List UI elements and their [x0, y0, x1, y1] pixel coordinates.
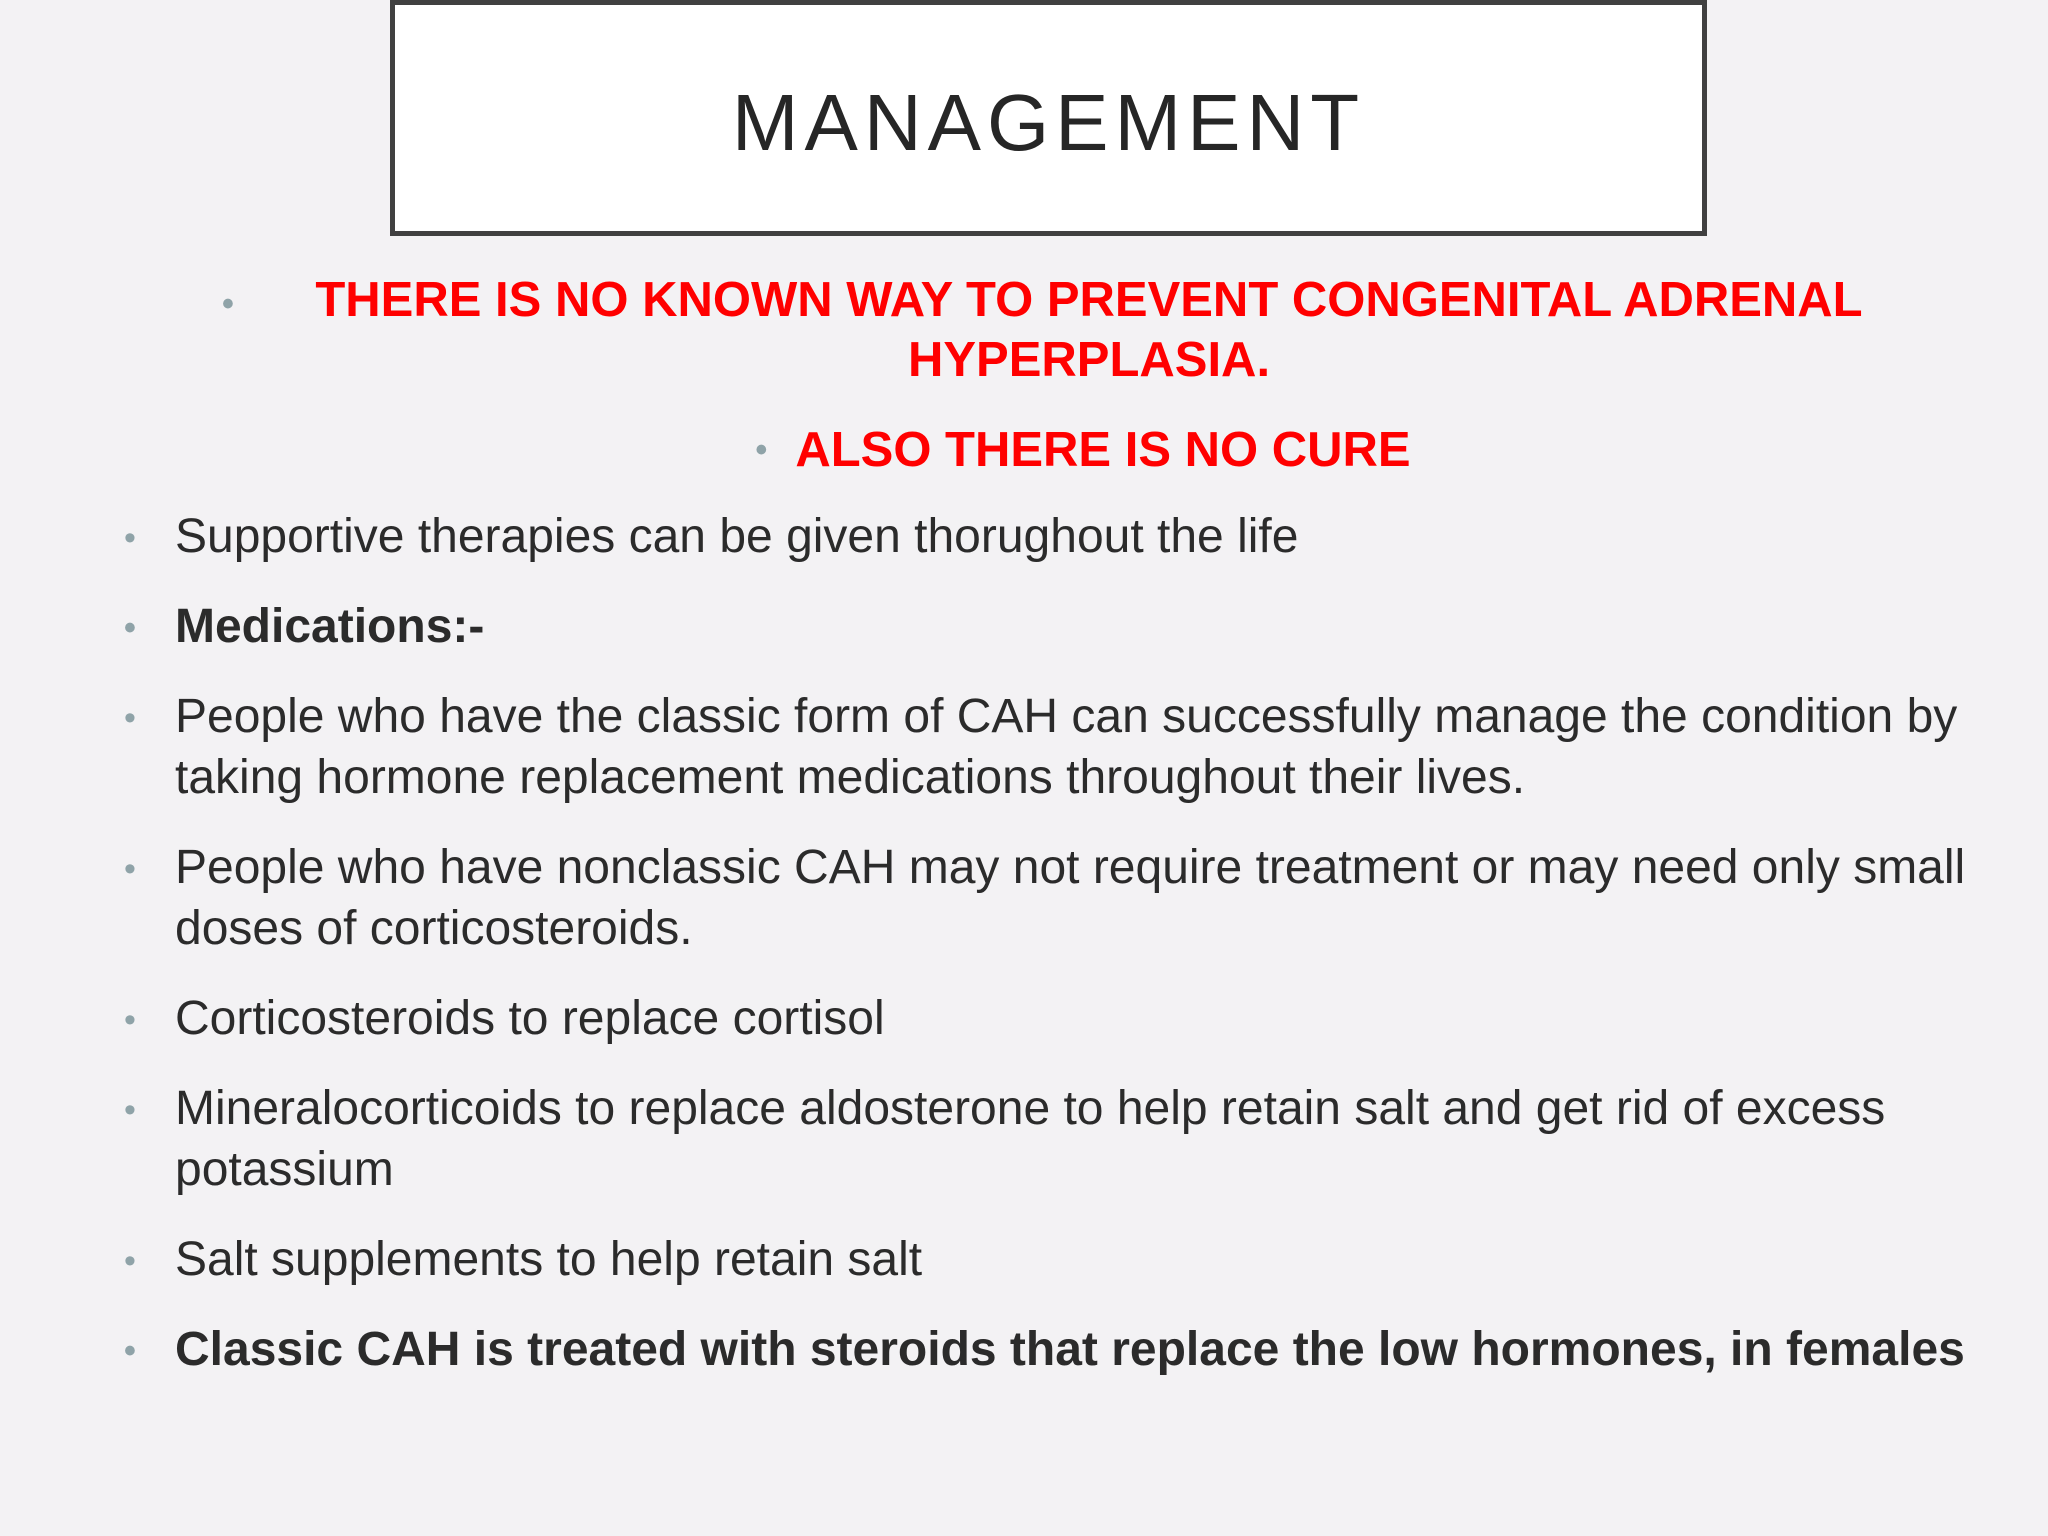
list-item: [120, 1319, 1980, 1380]
highlight-bullet-no-cure: [0, 420, 2048, 480]
list-item-text: People who have the classic form of CAH can successfully manage the condition by taking hormone replacement medications throughout their lives.: [175, 690, 1958, 804]
slide-title: MANAGEMENT: [731, 78, 1366, 167]
bullet-list: [120, 506, 1980, 1409]
bullet-dot-icon: •: [755, 431, 768, 469]
bullet-dot-icon: •: [124, 699, 136, 737]
list-item: [120, 837, 1980, 959]
bullet-dot-icon: •: [124, 609, 136, 647]
list-item-text: Corticosteroids to replace cortisol: [175, 992, 885, 1045]
highlight-bullet-no-prevention: [0, 270, 2048, 390]
bullet-dot-icon: •: [222, 285, 234, 323]
list-item-text: Classic CAH is treated with steroids that replace the low hormones, in females: [175, 1323, 1965, 1376]
bullet-dot-icon: •: [124, 850, 136, 888]
bullet-dot-icon: •: [124, 1242, 136, 1280]
list-item-text: Salt supplements to help retain salt: [175, 1233, 923, 1286]
bullet-dot-icon: •: [124, 1001, 136, 1039]
highlight-bullet-text: ALSO THERE IS NO CURE: [795, 423, 1411, 477]
bullet-dot-icon: •: [124, 1091, 136, 1129]
title-box: [390, 0, 1707, 236]
list-item: [120, 1078, 1980, 1200]
list-item: [120, 596, 1980, 657]
list-item: [120, 1229, 1980, 1290]
list-item: [120, 988, 1980, 1049]
list-item: [120, 686, 1980, 808]
list-item-text: Mineralocorticoids to replace aldosterone to help retain salt and get rid of excess potassium: [175, 1082, 1886, 1196]
list-item-text: Medications:-: [175, 600, 485, 653]
bullet-dot-icon: •: [124, 519, 136, 557]
list-item-text: People who have nonclassic CAH may not require treatment or may need only small doses of corticosteroids.: [175, 841, 1966, 955]
list-item: [120, 506, 1980, 567]
bullet-dot-icon: •: [124, 1332, 136, 1370]
list-item-text: Supportive therapies can be given thorughout the life: [175, 510, 1299, 563]
highlight-bullet-text: THERE IS NO KNOWN WAY TO PREVENT CONGENITAL ADRENAL HYPERPLASIA.: [315, 273, 1863, 387]
